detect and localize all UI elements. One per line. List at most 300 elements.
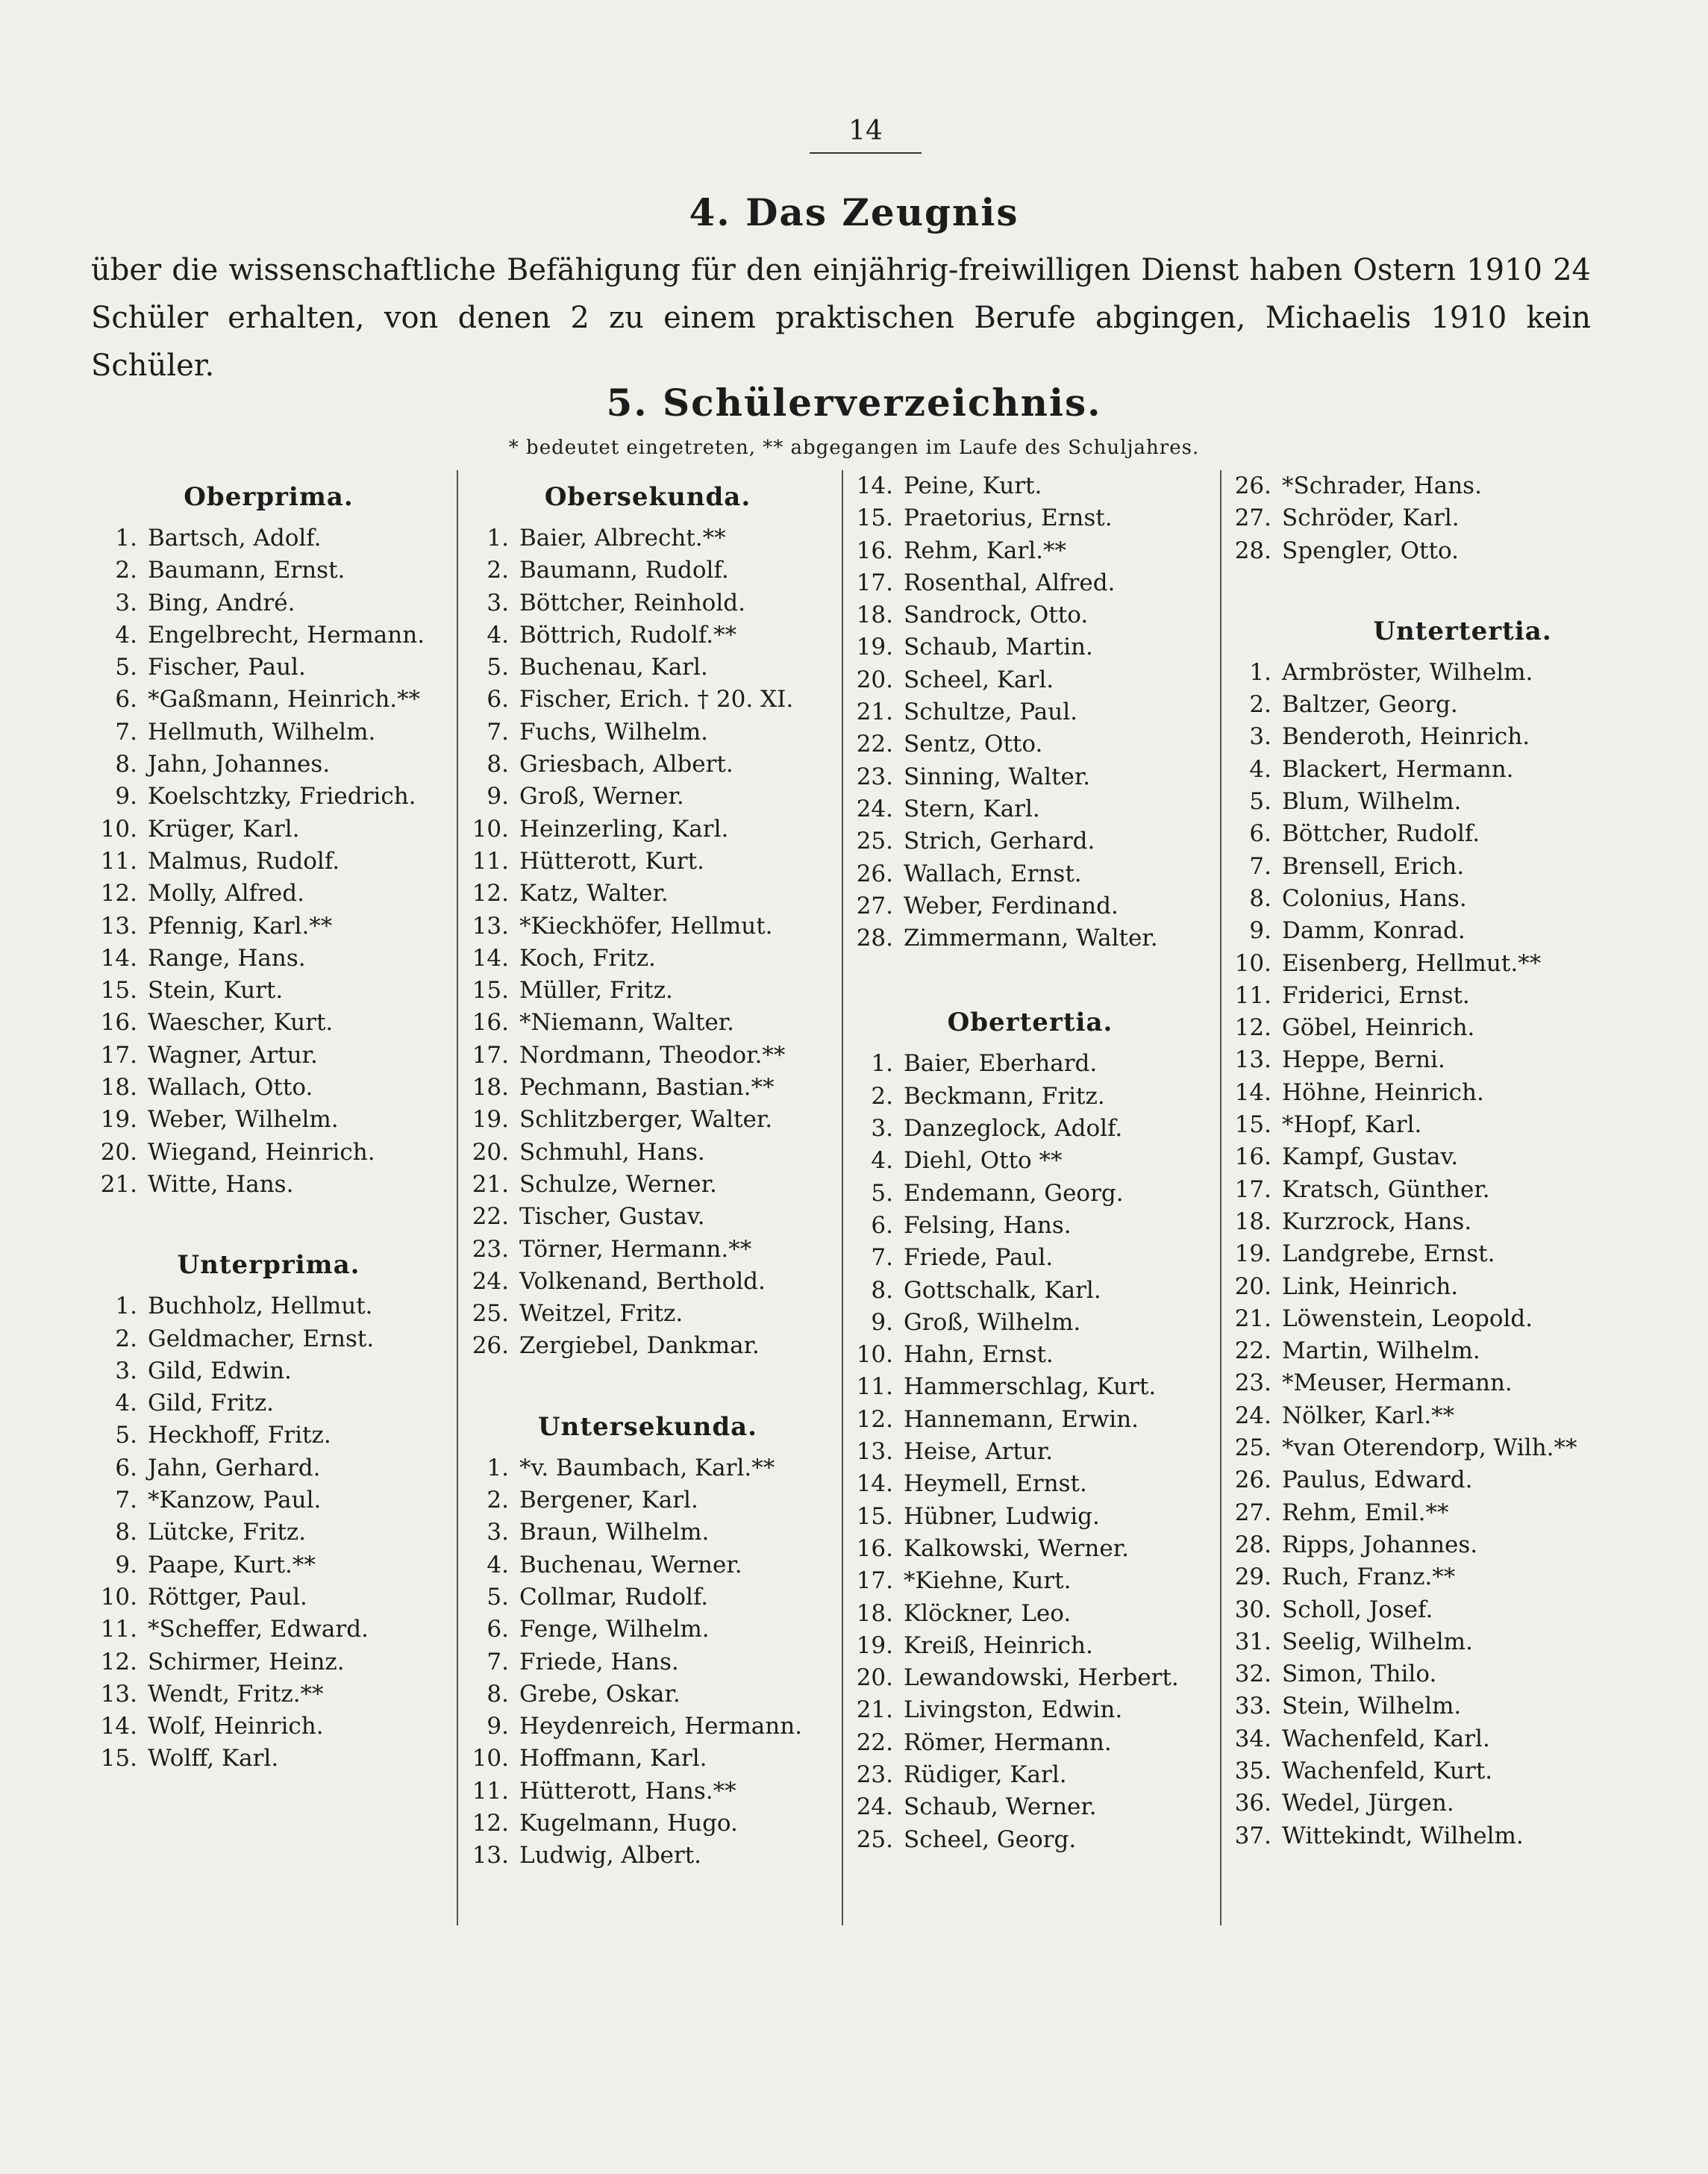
student-entry [90,1581,448,1614]
student-list [461,522,834,1363]
student-name: Wittekindt, Wilhelm. [1282,1822,1524,1849]
student-name: Collmar, Rudolf. [519,1583,709,1611]
student-name: Böttcher, Rudolf. [1282,820,1480,848]
student-number: 9. [115,1551,137,1578]
student-number: 12. [856,1405,893,1433]
student-entry [461,910,834,943]
student-entry [1224,1787,1701,1820]
student-name: Landgrebe, Ernst. [1282,1240,1495,1268]
student-entry [1224,818,1701,850]
student-entry [845,599,1215,631]
student-number: 12. [472,1809,509,1837]
student-entry [461,846,834,878]
column-1 [90,478,448,1775]
student-entry [845,1145,1215,1177]
column-divider [842,470,843,1925]
student-number: 31. [1234,1628,1271,1655]
student-entry [845,1210,1215,1242]
student-name: Geldmacher, Ernst. [148,1325,375,1352]
student-entry [90,1323,448,1355]
student-entry [461,1234,834,1266]
column-3 [845,470,1215,1856]
student-name: Paulus, Edward. [1282,1466,1473,1494]
student-number: 27. [856,892,893,919]
student-name: Martin, Wilhelm. [1282,1337,1480,1365]
student-name: *Gaßmann, Heinrich.** [148,686,421,713]
student-name: Wiegand, Heinrich. [148,1138,375,1166]
student-number: 11. [100,847,137,875]
student-entry [461,975,834,1007]
student-number: 9. [1249,917,1271,945]
student-name: Hütterott, Hans.** [519,1777,736,1805]
student-number: 4. [487,621,509,649]
student-number: 2. [487,557,509,584]
student-number: 16. [1234,1143,1271,1171]
student-name: Hellmuth, Wilhelm. [148,718,376,746]
student-number: 16. [856,1534,893,1562]
student-number: 14. [472,944,509,972]
student-entry [461,943,834,975]
student-name: Löwenstein, Leopold. [1282,1305,1533,1332]
student-entry [1224,1594,1701,1626]
student-number: 11. [472,847,509,875]
class-group [461,478,834,1363]
student-name: Wachenfeld, Karl. [1282,1725,1490,1752]
student-number: 13. [1234,1046,1271,1074]
student-number: 14. [856,472,893,499]
student-name: Böttrich, Rudolf.** [519,621,737,649]
student-entry [90,846,448,878]
student-name: Klöckner, Leo. [904,1599,1072,1627]
student-entry [845,1791,1215,1823]
student-name: Lewandowski, Herbert. [904,1664,1179,1692]
student-number: 10. [856,1341,893,1369]
student-name: Schaub, Martin. [904,634,1093,661]
student-list [1224,657,1701,1852]
student-entry [1224,786,1701,818]
student-name: Schlitzberger, Walter. [519,1106,773,1134]
student-entry [845,1501,1215,1533]
student-entry [1224,1174,1701,1206]
student-name: Lütcke, Fritz. [148,1519,307,1546]
student-entry [845,1662,1215,1694]
student-entry [845,1242,1215,1274]
student-entry [461,652,834,684]
class-group [845,470,1215,955]
student-entry [461,1614,834,1646]
student-name: *van Oterendorp, Wilh.** [1282,1434,1577,1462]
student-number: 13. [856,1438,893,1466]
student-entry [461,1517,834,1549]
student-number: 19. [100,1106,137,1134]
student-name: Ruch, Franz.** [1282,1564,1456,1591]
student-entry [1224,535,1701,567]
student-name: Heinzerling, Karl. [519,815,729,843]
column-4 [1224,470,1701,1852]
student-entry [90,910,448,943]
student-number: 25. [472,1300,509,1328]
student-name: Braun, Wilhelm. [519,1519,710,1546]
student-name: Scheel, Georg. [904,1825,1077,1853]
student-number: 20. [100,1138,137,1166]
student-name: Schulze, Werner. [519,1170,717,1198]
student-number: 4. [1249,755,1271,783]
student-entry [461,716,834,749]
student-number: 3. [871,1115,893,1143]
student-number: 5. [487,1583,509,1611]
class-group [461,1408,834,1872]
student-entry [1224,1303,1701,1335]
student-entry [461,587,834,619]
student-name: Wolff, Karl. [148,1745,279,1772]
student-name: Wachenfeld, Kurt. [1282,1757,1493,1784]
student-number: 15. [856,505,893,532]
student-number: 5. [115,1422,137,1449]
student-number: 14. [100,1713,137,1740]
student-entry [1224,1723,1701,1755]
student-entry [1224,1497,1701,1529]
student-entry [90,1678,448,1711]
student-name: Witte, Hans. [148,1170,294,1198]
student-number: 8. [115,1519,137,1546]
student-entry [845,664,1215,696]
student-number: 17. [472,1041,509,1069]
student-entry [90,522,448,555]
student-entry [461,1484,834,1517]
student-entry [90,1007,448,1039]
student-entry [845,1339,1215,1371]
student-name: Felsing, Hans. [904,1211,1072,1239]
student-number: 11. [472,1777,509,1805]
student-number: 3. [487,589,509,616]
student-name: Jahn, Johannes. [148,751,331,778]
student-name: Göbel, Heinrich. [1282,1014,1475,1042]
student-entry [90,1646,448,1678]
student-entry [90,1290,448,1322]
student-entry [461,522,834,555]
student-number: 28. [1234,537,1271,564]
student-entry [1224,1367,1701,1399]
student-name: Sandrock, Otto. [904,602,1089,629]
student-number: 10. [1234,949,1271,977]
student-name: Groß, Wilhelm. [904,1308,1081,1336]
student-entry [461,813,834,846]
student-number: 12. [1234,1014,1271,1042]
student-number: 6. [115,686,137,713]
student-entry [1224,980,1701,1012]
student-number: 2. [487,1487,509,1514]
student-entry [461,1775,834,1808]
section-5-title: 5. Schülerverzeichnis. [606,381,1102,425]
student-number: 8. [487,1680,509,1708]
student-name: Paape, Kurt.** [148,1551,316,1578]
student-name: Koch, Fritz. [519,944,656,972]
student-name: Hütterott, Kurt. [519,847,704,875]
student-entry [90,1614,448,1646]
student-number: 15. [1234,1111,1271,1139]
student-entry [845,858,1215,890]
class-heading: Unterprima. [177,1250,360,1281]
student-name: *Meuser, Hermann. [1282,1369,1513,1397]
student-name: Baumann, Rudolf. [519,557,729,584]
student-name: Spengler, Otto. [1282,537,1459,564]
student-name: Koelschtzky, Friedrich. [148,783,416,810]
student-number: 4. [115,621,137,649]
column-2 [461,478,834,1872]
student-entry [90,652,448,684]
student-entry [845,502,1215,534]
student-name: Böttcher, Reinhold. [519,589,745,616]
student-name: Praetorius, Ernst. [904,505,1113,532]
student-name: Gottschalk, Karl. [904,1276,1101,1304]
class-heading: Oberprima. [184,482,354,512]
student-name: Wallach, Ernst. [904,860,1082,887]
student-entry [1224,470,1701,502]
student-entry [90,1549,448,1581]
class-heading: Untertertia. [1373,616,1552,646]
student-name: Kratsch, Günther. [1282,1175,1490,1203]
student-name: Friderici, Ernst. [1282,981,1470,1009]
student-list [845,1048,1215,1855]
student-name: Seelig, Wilhelm. [1282,1628,1473,1655]
student-name: Hannemann, Erwin. [904,1405,1139,1433]
student-number: 1. [115,525,137,552]
student-number: 2. [1249,691,1271,719]
student-name: Simon, Thilo. [1282,1661,1437,1688]
student-entry [1224,1561,1701,1593]
student-entry [461,555,834,587]
student-entry [461,1711,834,1743]
student-number: 2. [115,557,137,584]
student-number: 6. [115,1454,137,1481]
student-number: 8. [487,751,509,778]
student-entry [90,1387,448,1419]
student-name: Römer, Hermann. [904,1728,1112,1756]
class-group [90,1246,448,1775]
student-number: 15. [100,1745,137,1772]
student-number: 3. [115,589,137,616]
student-number: 7. [487,718,509,746]
student-entry [90,943,448,975]
legend: * bedeutet eingetreten, ** abgegangen im Laufe des Schuljahres. [508,437,1200,459]
student-number: 18. [1234,1208,1271,1235]
student-number: 26. [1234,472,1271,499]
student-entry [461,878,834,910]
student-number: 22. [472,1203,509,1231]
student-entry [90,1743,448,1775]
student-name: *Kanzow, Paul. [148,1487,322,1514]
student-name: Heydenreich, Hermann. [519,1713,803,1740]
student-name: Rosenthal, Alfred. [904,569,1116,596]
student-entry [461,1330,834,1362]
student-entry [1224,1012,1701,1044]
student-name: Link, Heinrich. [1282,1272,1459,1300]
student-name: Friede, Hans. [519,1648,679,1675]
student-name: Ludwig, Albert. [519,1842,702,1870]
student-name: Baier, Eberhard. [904,1050,1098,1078]
student-number: 9. [487,783,509,810]
student-name: *Hopf, Karl. [1282,1111,1422,1139]
student-number: 13. [100,1680,137,1708]
student-number: 20. [472,1138,509,1166]
student-entry [90,1517,448,1549]
student-entry [1224,689,1701,721]
student-entry [845,793,1215,825]
student-name: Malmus, Rudolf. [148,847,340,875]
student-number: 1. [1249,658,1271,686]
student-entry [845,1565,1215,1597]
student-entry [90,587,448,619]
student-name: Scholl, Josef. [1282,1596,1433,1623]
student-name: Endemann, Georg. [904,1179,1124,1207]
student-name: Wagner, Artur. [148,1041,318,1069]
student-entry [1224,1400,1701,1432]
student-number: 25. [856,1825,893,1853]
student-number: 11. [100,1616,137,1643]
student-number: 4. [871,1147,893,1175]
student-entry [845,535,1215,567]
student-number: 17. [856,569,893,596]
student-number: 10. [472,1745,509,1772]
student-number: 29. [1234,1564,1271,1591]
student-entry [461,1743,834,1775]
student-number: 21. [100,1170,137,1198]
student-name: Kurzrock, Hans. [1282,1208,1472,1235]
student-number: 6. [1249,820,1271,848]
student-name: Buchholz, Hellmut. [148,1293,373,1320]
student-number: 26. [472,1332,509,1360]
student-name: Heppe, Berni. [1282,1046,1445,1074]
student-number: 12. [100,880,137,908]
student-number: 9. [487,1713,509,1740]
student-number: 18. [472,1074,509,1102]
class-heading: Untersekunda. [537,1411,758,1442]
student-name: Griesbach, Albert. [519,751,733,778]
student-number: 7. [871,1244,893,1272]
student-entry [1224,1529,1701,1561]
student-number: 21. [472,1170,509,1198]
student-entry [1224,657,1701,689]
student-name: Pechmann, Bastian.** [519,1074,775,1102]
student-entry [461,1137,834,1169]
student-entry [461,1581,834,1614]
student-number: 5. [115,654,137,681]
student-entry [461,619,834,652]
student-number: 7. [115,718,137,746]
student-name: Eisenberg, Hellmut.** [1282,949,1542,977]
student-name: Wendt, Fritz.** [148,1680,324,1708]
student-number: 14. [1234,1078,1271,1106]
student-number: 21. [856,699,893,726]
student-entry [1224,721,1701,753]
student-entry [1224,1109,1701,1141]
student-entry [1224,754,1701,786]
student-number: 6. [487,1616,509,1643]
student-number: 20. [1234,1272,1271,1300]
student-name: Baltzer, Georg. [1282,691,1458,719]
student-entry [1224,502,1701,534]
student-name: Hahn, Ernst. [904,1341,1054,1369]
student-name: Wedel, Jürgen. [1282,1790,1454,1817]
student-name: Zimmermann, Walter. [904,925,1158,952]
student-entry [90,781,448,813]
student-entry [461,1201,834,1233]
student-number: 3. [1249,723,1271,751]
student-name: Armbröster, Wilhelm. [1282,658,1533,686]
student-number: 35. [1234,1757,1271,1784]
student-name: *Scheffer, Edward. [148,1616,369,1643]
student-name: Diehl, Otto ** [904,1147,1063,1175]
student-entry [845,1630,1215,1662]
student-number: 13. [472,1842,509,1870]
student-number: 26. [1234,1466,1271,1494]
student-number: 17. [100,1041,137,1069]
student-name: Fischer, Paul. [148,654,306,681]
student-number: 22. [856,731,893,758]
student-number: 6. [871,1211,893,1239]
student-number: 19. [1234,1240,1271,1268]
student-number: 37. [1234,1822,1271,1849]
student-name: Grebe, Oskar. [519,1680,681,1708]
student-number: 27. [1234,505,1271,532]
student-number: 22. [1234,1337,1271,1365]
student-number: 6. [487,686,509,713]
student-entry [845,890,1215,922]
student-entry [461,1646,834,1678]
student-entry [845,1727,1215,1759]
section-4-text: über die wissenschaftliche Befähigung für den einjährig-freiwilligen Dienst haben Ostern 1910 24 Schüler erhalten, von denen 2 zu einem praktischen Berufe abgingen, Michaelis 1910 kein Schüler. [91,253,1591,383]
student-name: Hammerschlag, Kurt. [904,1373,1157,1401]
student-list [90,1290,448,1775]
student-entry [461,1007,834,1039]
student-number: 9. [871,1308,893,1336]
student-number: 18. [100,1074,137,1102]
student-number: 3. [115,1357,137,1384]
student-name: *Kieckhöfer, Hellmut. [519,912,773,940]
student-entry [845,728,1215,760]
student-number: 32. [1234,1661,1271,1688]
student-number: 16. [100,1009,137,1037]
student-entry [90,878,448,910]
student-entry [1224,883,1701,915]
student-name: Rehm, Karl.** [904,537,1066,564]
student-number: 19. [856,1631,893,1659]
student-number: 7. [115,1487,137,1514]
student-name: Weber, Wilhelm. [148,1106,339,1134]
student-number: 4. [115,1390,137,1417]
student-name: Törner, Hermann.** [519,1235,752,1263]
student-entry [1224,1464,1701,1496]
student-entry [461,749,834,781]
student-name: Blum, Wilhelm. [1282,788,1462,816]
student-entry [845,1694,1215,1726]
student-name: Sentz, Otto. [904,731,1043,758]
student-name: Blackert, Hermann. [1282,755,1514,783]
student-entry [90,684,448,716]
student-name: Kugelmann, Hugo. [519,1809,738,1837]
class-group [845,1003,1215,1855]
student-entry [845,1113,1215,1145]
class-group [1224,612,1701,1852]
student-number: 30. [1234,1596,1271,1623]
student-entry [845,1598,1215,1630]
student-number: 15. [472,977,509,1005]
student-entry [90,1104,448,1136]
student-entry [90,1169,448,1201]
student-name: Molly, Alfred. [148,880,304,908]
student-number: 7. [487,1648,509,1675]
student-number: 1. [871,1050,893,1078]
